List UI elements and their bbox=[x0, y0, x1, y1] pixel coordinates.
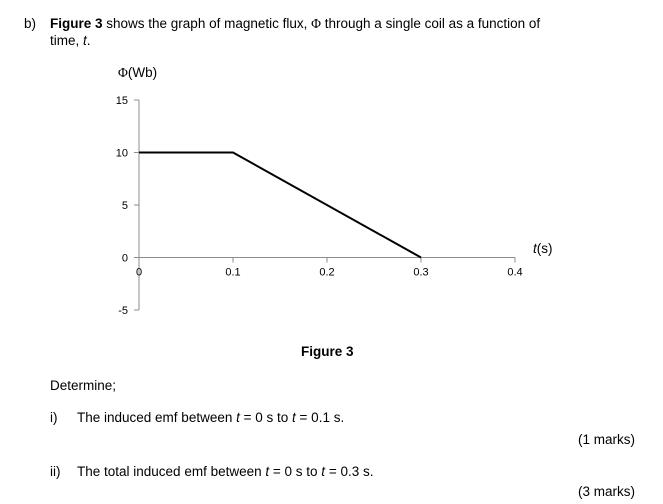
item-i-marks: (1 marks) bbox=[578, 432, 635, 447]
x-axis-variable: t bbox=[533, 241, 537, 256]
x-axis-unit: (s) bbox=[536, 241, 553, 256]
question-part-label: b) bbox=[24, 16, 37, 31]
time-variable: t bbox=[83, 33, 87, 48]
x-tick-label: 0.3 bbox=[413, 266, 429, 279]
determine-label: Determine; bbox=[50, 378, 117, 393]
figure-reference: Figure 3 bbox=[50, 16, 103, 31]
y-axis-label bbox=[118, 65, 157, 80]
phi-symbol: Φ bbox=[311, 16, 322, 31]
x-tick-label: 0.4 bbox=[507, 266, 523, 279]
y-tick-label: 0 bbox=[121, 252, 128, 265]
flux-series-line bbox=[139, 153, 421, 258]
x-tick-label: 0.1 bbox=[225, 266, 241, 279]
item-ii-text: The total induced emf between t = 0 s to t = 0.3 s. bbox=[77, 464, 374, 479]
y-axis-symbol: Φ bbox=[118, 65, 128, 80]
y-tick-label: -5 bbox=[118, 305, 128, 317]
y-axis-unit: (Wb) bbox=[127, 65, 158, 80]
intro-end: . bbox=[86, 33, 91, 48]
x-tick-label: 0 bbox=[135, 266, 143, 279]
y-tick-label: 10 bbox=[115, 147, 128, 160]
intro-text-2: through a single coil as a function of bbox=[321, 16, 541, 31]
item-i-text: The induced emf between t = 0 s to t = 0.1 s. bbox=[77, 410, 345, 425]
x-axis-label bbox=[533, 241, 553, 256]
intro-text-3: time, bbox=[50, 33, 84, 48]
item-i-number: i) bbox=[50, 410, 58, 425]
intro-text-1: shows the graph of magnetic flux, bbox=[102, 16, 312, 31]
x-tick-label: 0.2 bbox=[319, 266, 335, 279]
y-tick-label: 5 bbox=[121, 200, 128, 212]
item-ii-marks: (3 marks) bbox=[578, 484, 635, 499]
y-tick-label: 15 bbox=[115, 95, 128, 107]
figure-caption: Figure 3 bbox=[301, 344, 354, 359]
item-ii-number: ii) bbox=[50, 464, 61, 479]
